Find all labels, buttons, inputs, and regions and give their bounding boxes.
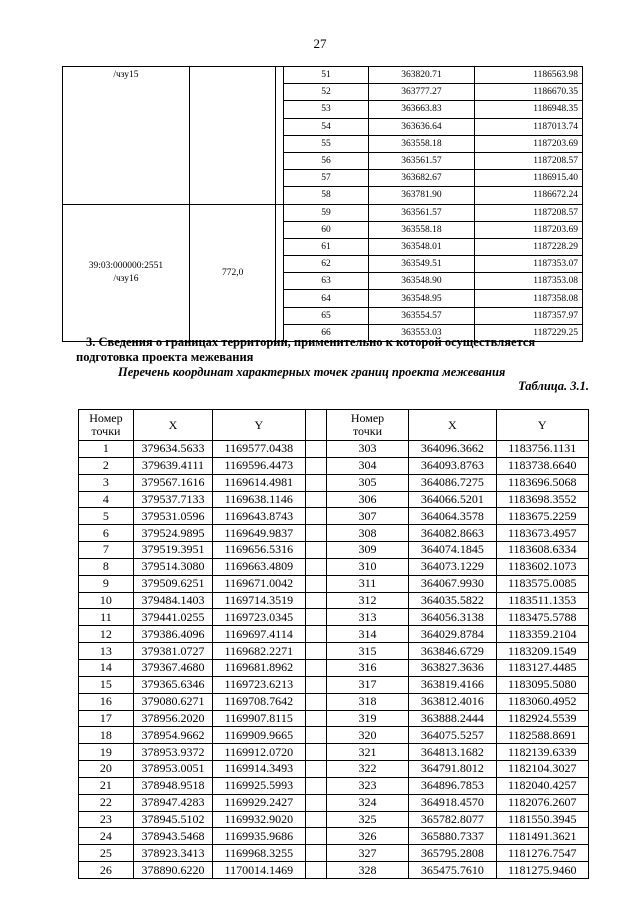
x-cell: 363663.83 [368,101,475,118]
x-cell: 379567.1616 [133,474,212,491]
x-cell: 379509.6251 [133,575,212,592]
y-cell: 1187013.74 [475,118,583,135]
x-cell: 364067.9930 [409,575,496,592]
x-cell: 363558.18 [368,221,475,238]
point-number-cell: 7 [79,542,134,559]
x-cell: 379484.1403 [133,592,212,609]
point-number-cell: 323 [326,777,408,794]
table-row [79,575,589,592]
gap-cell [305,525,326,542]
x-cell: 365782.8077 [409,811,496,828]
y-cell: 1186670.35 [475,84,583,101]
table-row [79,592,589,609]
table-row [79,811,589,828]
x-cell: 379639.4111 [133,457,212,474]
point-number-cell: 320 [326,727,408,744]
x-cell: 363558.18 [368,135,475,152]
parcel-id-line: 39:03:000000:2551 [88,260,164,271]
table-row [79,491,589,508]
gap-cell [305,761,326,778]
point-number-cell: 317 [326,676,408,693]
point-number-cell: 20 [79,761,134,778]
y-cell: 1169929.2427 [213,794,305,811]
point-number-cell: 60 [284,221,368,238]
y-cell: 1181276.7547 [496,845,589,862]
x-cell: 379386.4096 [133,626,212,643]
y-cell: 1169649.9837 [213,525,305,542]
x-cell: 378890.6220 [133,862,212,879]
gap-cell [305,862,326,879]
gap-cell [305,777,326,794]
gap-cell [305,643,326,660]
x-cell: 363561.57 [368,152,475,169]
gap-cell [305,727,326,744]
x-cell: 364082.8663 [409,525,496,542]
y-cell: 1183698.3552 [496,491,589,508]
x-cell: 378945.5102 [133,811,212,828]
point-number-cell: 315 [326,643,408,660]
point-number-cell: 6 [79,525,134,542]
gap-cell [305,474,326,491]
y-cell: 1183127.4485 [496,659,589,676]
y-cell: 1186672.24 [475,187,583,204]
header-point-line2-2: точки [352,424,383,438]
x-cell: 364093.8763 [409,457,496,474]
gap-cell [305,794,326,811]
y-cell: 1187353.08 [475,273,583,290]
table-row [79,845,589,862]
point-number-cell: 62 [284,256,368,273]
point-number-cell: 326 [326,828,408,845]
header-y: Y [213,410,305,441]
y-cell: 1169909.9665 [213,727,305,744]
x-cell: 364896.7853 [409,777,496,794]
y-cell: 1169671.0042 [213,575,305,592]
table-row [79,744,589,761]
x-cell: 379381.0727 [133,643,212,660]
gap-cell [305,441,326,458]
x-cell: 363812.4016 [409,693,496,710]
point-number-cell: 303 [326,441,408,458]
x-cell: 363553.03 [368,324,475,341]
x-cell: 364064.3578 [409,508,496,525]
point-number-cell: 316 [326,659,408,676]
point-number-cell: 64 [284,290,368,307]
y-cell: 1186948.35 [475,101,583,118]
x-cell: 378948.9518 [133,777,212,794]
point-number-cell: 58 [284,187,368,204]
x-cell: 365880.7337 [409,828,496,845]
x-cell: 378956.2020 [133,710,212,727]
table-row [79,659,589,676]
x-cell: 363781.90 [368,187,475,204]
point-number-cell: 11 [79,609,134,626]
header-point-number-2 [326,410,408,441]
y-cell: 1183756.1131 [496,441,589,458]
y-cell: 1169723.6213 [213,676,305,693]
point-number-cell: 23 [79,811,134,828]
x-cell: 363554.57 [368,307,475,324]
y-cell: 1183511.1353 [496,592,589,609]
gap-cell [305,491,326,508]
point-number-cell: 51 [284,67,368,84]
x-cell: 378947.4283 [133,794,212,811]
x-cell: 379441.0255 [133,609,212,626]
gap-cell [305,744,326,761]
table-row [79,525,589,542]
point-number-cell: 56 [284,152,368,169]
table-row [63,204,583,221]
point-number-cell: 1 [79,441,134,458]
table-row [79,542,589,559]
point-number-cell: 14 [79,659,134,676]
point-number-cell: 22 [79,794,134,811]
point-number-cell: 13 [79,643,134,660]
y-cell: 1169714.3519 [213,592,305,609]
point-number-cell: 321 [326,744,408,761]
point-number-cell: 52 [284,84,368,101]
point-number-cell: 304 [326,457,408,474]
y-cell: 1169932.9020 [213,811,305,828]
point-number-cell: 4 [79,491,134,508]
y-cell: 1182076.2607 [496,794,589,811]
table-row [79,693,589,710]
x-cell: 363561.57 [368,204,475,221]
y-cell: 1187228.29 [475,238,583,255]
header-point-line2: точки [91,424,121,438]
y-cell: 1169596.4473 [213,457,305,474]
header-point-line1-2: Номер [350,411,385,425]
x-cell: 379080.6271 [133,693,212,710]
parcel-id-line: /чзу16 [113,273,139,284]
section-heading-line2: подготовка проекта межевания [76,350,254,364]
table-row [79,777,589,794]
x-cell: 378953.0051 [133,761,212,778]
table-row [79,609,589,626]
point-number-cell: 311 [326,575,408,592]
y-cell: 1169912.0720 [213,744,305,761]
y-cell: 1182924.5539 [496,710,589,727]
table-row [79,457,589,474]
x-cell: 364035.5822 [409,592,496,609]
point-number-cell: 61 [284,238,368,255]
section-heading [76,335,586,365]
gap-cell [305,845,326,862]
gap-cell [305,542,326,559]
gap-cell [305,575,326,592]
gap-cell [305,457,326,474]
table-row [79,828,589,845]
table-row [79,794,589,811]
y-cell: 1183675.2259 [496,508,589,525]
point-number-cell: 319 [326,710,408,727]
table-row [79,676,589,693]
y-cell: 1169663.4809 [213,558,305,575]
table-row [79,761,589,778]
y-cell: 1170014.1469 [213,862,305,879]
y-cell: 1183060.4952 [496,693,589,710]
table-row [79,558,589,575]
coordinate-table [78,409,589,879]
y-cell: 1169577.0438 [213,441,305,458]
point-number-cell: 322 [326,761,408,778]
x-cell: 379365.6346 [133,676,212,693]
point-number-cell: 8 [79,558,134,575]
y-cell: 1187358.08 [475,290,583,307]
point-number-cell: 12 [79,626,134,643]
point-number-cell: 15 [79,676,134,693]
point-number-cell: 66 [284,324,368,341]
x-cell: 363820.71 [368,67,475,84]
point-number-cell: 309 [326,542,408,559]
x-cell: 365795.2808 [409,845,496,862]
y-cell: 1169935.9686 [213,828,305,845]
header-x-2: X [409,410,496,441]
y-cell: 1183738.6640 [496,457,589,474]
x-cell: 363888.2444 [409,710,496,727]
point-number-cell: 25 [79,845,134,862]
point-number-cell: 307 [326,508,408,525]
y-cell: 1181491.3621 [496,828,589,845]
y-cell: 1183673.4957 [496,525,589,542]
x-cell: 364086.7275 [409,474,496,491]
x-cell: 364056.3138 [409,609,496,626]
gap-cell [305,693,326,710]
y-cell: 1183359.2104 [496,626,589,643]
point-number-cell: 2 [79,457,134,474]
y-cell: 1187203.69 [475,135,583,152]
x-cell: 363548.95 [368,290,475,307]
gap-cell [276,204,284,342]
table-row [79,643,589,660]
point-number-cell: 318 [326,693,408,710]
y-cell: 1187229.25 [475,324,583,341]
y-cell: 1183696.5068 [496,474,589,491]
area-cell [189,67,276,205]
y-cell: 1169914.3493 [213,761,305,778]
gap-cell [305,609,326,626]
y-cell: 1169697.4114 [213,626,305,643]
page-number: 27 [313,36,327,51]
x-cell: 379514.3080 [133,558,212,575]
x-cell: 379519.3951 [133,542,212,559]
point-number-cell: 305 [326,474,408,491]
y-cell: 1182139.6339 [496,744,589,761]
table-row [79,441,589,458]
gap-cell [305,676,326,693]
x-cell: 363777.27 [368,84,475,101]
point-number-cell: 328 [326,862,408,879]
point-number-cell: 312 [326,592,408,609]
header-x: X [133,410,212,441]
y-cell: 1182588.8691 [496,727,589,744]
y-cell: 1169925.5993 [213,777,305,794]
x-cell: 378953.9372 [133,744,212,761]
x-cell: 363827.3636 [409,659,496,676]
x-cell: 364029.8784 [409,626,496,643]
gap-cell [305,710,326,727]
table-row [79,727,589,744]
gap-cell [305,592,326,609]
point-number-cell: 59 [284,204,368,221]
y-cell: 1169968.3255 [213,845,305,862]
point-number-cell: 3 [79,474,134,491]
point-number-cell: 21 [79,777,134,794]
x-cell: 364066.5201 [409,491,496,508]
header-point-number [79,410,134,441]
y-cell: 1183095.5080 [496,676,589,693]
y-cell: 1169708.7642 [213,693,305,710]
parcel-cell [63,67,190,205]
table-row [79,862,589,879]
point-number-cell: 327 [326,845,408,862]
point-number-cell: 325 [326,811,408,828]
point-number-cell: 10 [79,592,134,609]
point-number-cell: 310 [326,558,408,575]
y-cell: 1169907.8115 [213,710,305,727]
x-cell: 378943.5468 [133,828,212,845]
x-cell: 364791.8012 [409,761,496,778]
point-number-cell: 26 [79,862,134,879]
table-row [63,67,583,84]
gap-cell [305,811,326,828]
parcel-id-line: /чзу15 [113,70,139,80]
point-number-cell: 324 [326,794,408,811]
x-cell: 378923.3413 [133,845,212,862]
x-cell: 363636.64 [368,118,475,135]
point-number-cell: 63 [284,273,368,290]
y-cell: 1183475.5788 [496,609,589,626]
x-cell: 363548.90 [368,273,475,290]
gap-cell [305,626,326,643]
y-cell: 1183602.1073 [496,558,589,575]
point-number-cell: 9 [79,575,134,592]
point-number-cell: 24 [79,828,134,845]
gap-cell [276,67,284,205]
x-cell: 364918.4570 [409,794,496,811]
y-cell: 1187353.07 [475,256,583,273]
y-cell: 1186563.98 [475,67,583,84]
x-cell: 379367.4680 [133,659,212,676]
table-row [79,626,589,643]
y-cell: 1187208.57 [475,204,583,221]
point-number-cell: 18 [79,727,134,744]
y-cell: 1169643.8743 [213,508,305,525]
y-cell: 1183608.6334 [496,542,589,559]
x-cell: 364073.1229 [409,558,496,575]
gap-cell [305,508,326,525]
y-cell: 1169638.1146 [213,491,305,508]
x-cell: 364813.1682 [409,744,496,761]
y-cell: 1187203.69 [475,221,583,238]
parcel-cell [63,204,190,342]
y-cell: 1186915.40 [475,170,583,187]
x-cell: 365475.7610 [409,862,496,879]
section-heading-line1: 3. Сведения о границах территории, применительно к которой осуществляется [86,335,536,349]
y-cell: 1182040.4257 [496,777,589,794]
table-row [79,710,589,727]
point-number-cell: 16 [79,693,134,710]
point-number-cell: 55 [284,135,368,152]
coordinate-table-header [79,410,589,441]
y-cell: 1169614.4981 [213,474,305,491]
header-gap [305,410,326,441]
x-cell: 364075.5257 [409,727,496,744]
point-number-cell: 314 [326,626,408,643]
point-number-cell: 5 [79,508,134,525]
x-cell: 363548.01 [368,238,475,255]
point-number-cell: 65 [284,307,368,324]
point-number-cell: 57 [284,170,368,187]
x-cell: 379524.9895 [133,525,212,542]
x-cell: 363819.4166 [409,676,496,693]
y-cell: 1183209.1549 [496,643,589,660]
area-cell: 772,0 [189,204,276,342]
table-caption: Таблица. 3.1. [518,379,589,393]
coordinate-list-title: Перечень координат характерных точек границ проекта межевания [118,365,506,379]
gap-cell [305,659,326,676]
y-cell: 1169681.8962 [213,659,305,676]
y-cell: 1182104.3027 [496,761,589,778]
boundary-points-table-continued [62,66,583,342]
x-cell: 379531.0596 [133,508,212,525]
point-number-cell: 313 [326,609,408,626]
header-y-2: Y [496,410,589,441]
x-cell: 364096.3662 [409,441,496,458]
y-cell: 1187208.57 [475,152,583,169]
point-number-cell: 19 [79,744,134,761]
x-cell: 379537.7133 [133,491,212,508]
x-cell: 363682.67 [368,170,475,187]
y-cell: 1187357.97 [475,307,583,324]
y-cell: 1181275.9460 [496,862,589,879]
y-cell: 1181550.3945 [496,811,589,828]
header-point-line1: Номер [89,411,123,425]
point-number-cell: 17 [79,710,134,727]
x-cell: 378954.9662 [133,727,212,744]
x-cell: 379634.5633 [133,441,212,458]
point-number-cell: 54 [284,118,368,135]
point-number-cell: 306 [326,491,408,508]
y-cell: 1169656.5316 [213,542,305,559]
y-cell: 1183575.0085 [496,575,589,592]
table-row [79,474,589,491]
table-row [79,508,589,525]
gap-cell [305,558,326,575]
x-cell: 363846.6729 [409,643,496,660]
gap-cell [305,828,326,845]
point-number-cell: 53 [284,101,368,118]
y-cell: 1169723.0345 [213,609,305,626]
x-cell: 364074.1845 [409,542,496,559]
point-number-cell: 308 [326,525,408,542]
y-cell: 1169682.2271 [213,643,305,660]
x-cell: 363549.51 [368,256,475,273]
